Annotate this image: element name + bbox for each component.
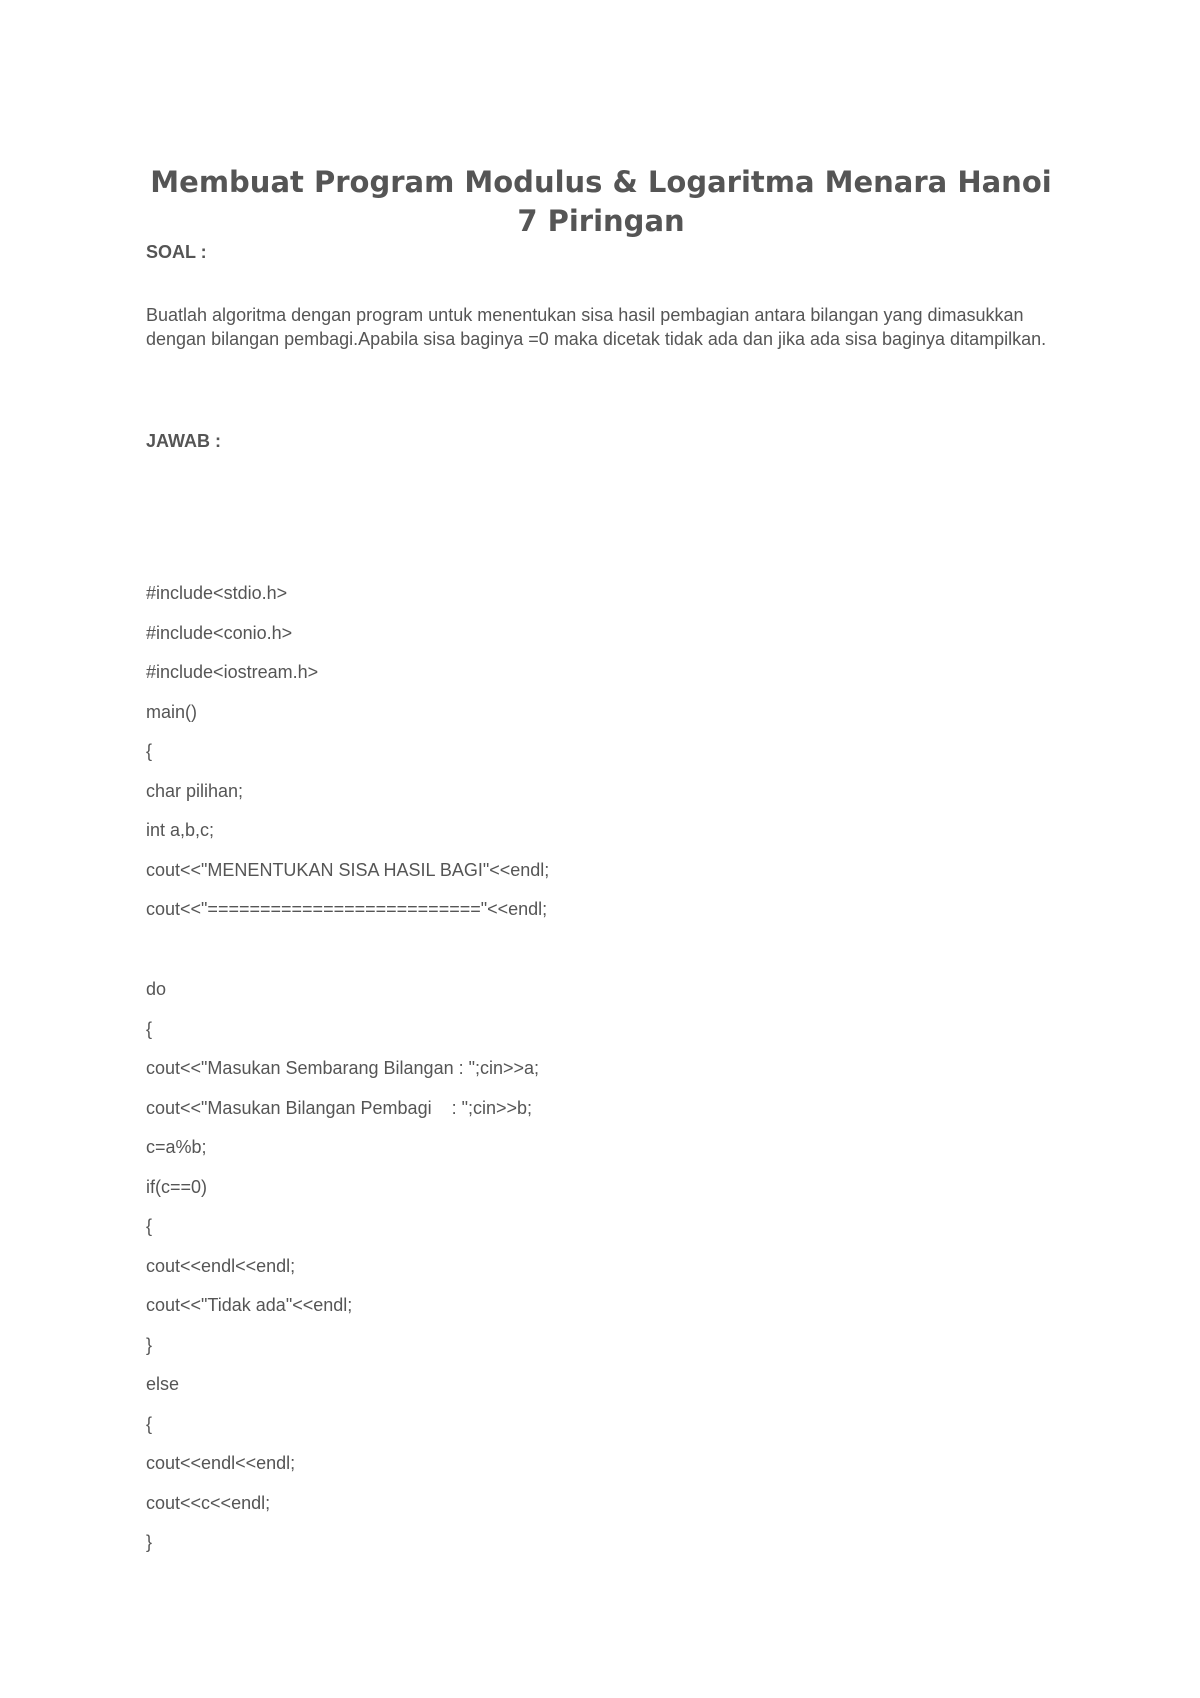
code-line: #include<stdio.h>: [146, 583, 288, 603]
code-line: c=a%b;: [146, 1137, 207, 1157]
code-line: [146, 938, 1056, 979]
code-line: #include<conio.h>: [146, 622, 293, 643]
code-listing: [146, 582, 1056, 1571]
code-line: }: [146, 1532, 153, 1552]
code-line: cout<<endl<<endl;: [146, 1255, 296, 1276]
code-line: else: [146, 1374, 180, 1394]
code-line: cout<<endl<<endl;: [146, 1453, 296, 1473]
code-line: #include<iostream.h>: [146, 662, 319, 682]
code-line: cout<<"MENENTUKAN SISA HASIL BAGI"<<endl;: [146, 859, 550, 880]
code-line: }: [146, 1334, 153, 1355]
page-title: Membuat Program Modulus & Logaritma Menara Hanoi 7 Piringan: [150, 165, 1052, 238]
code-line: cout<<"Masukan Sembarang Bilangan : ";cin>>a;: [146, 1058, 540, 1078]
code-line: cout<<"=========================="<<endl;: [146, 899, 548, 919]
code-line: cout<<c<<endl;: [146, 1492, 271, 1513]
code-line: {: [146, 1413, 153, 1434]
code-line: main(): [146, 701, 198, 722]
code-line: char pilihan;: [146, 780, 244, 801]
code-line: {: [146, 1216, 153, 1236]
code-line: {: [146, 1018, 153, 1039]
question-text: Buatlah algoritma dengan program untuk menentukan sisa hasil pembagian antara bilangan yang dimasukkan dengan bilangan pembagi.Apabila sisa baginya =0 maka dicetak tidak ada dan jika ada sisa baginya ditampilkan.: [146, 305, 1047, 349]
soal-label: SOAL :: [146, 242, 207, 262]
code-line: int a,b,c;: [146, 820, 215, 840]
jawab-label: JAWAB :: [146, 431, 222, 451]
code-line: do: [146, 979, 167, 999]
code-line: if(c==0): [146, 1176, 208, 1197]
code-line: cout<<"Tidak ada"<<endl;: [146, 1295, 353, 1315]
code-line: {: [146, 741, 153, 761]
document-page: [146, 0, 1056, 1698]
code-line: cout<<"Masukan Bilangan Pembagi : ";cin>>b;: [146, 1097, 533, 1118]
